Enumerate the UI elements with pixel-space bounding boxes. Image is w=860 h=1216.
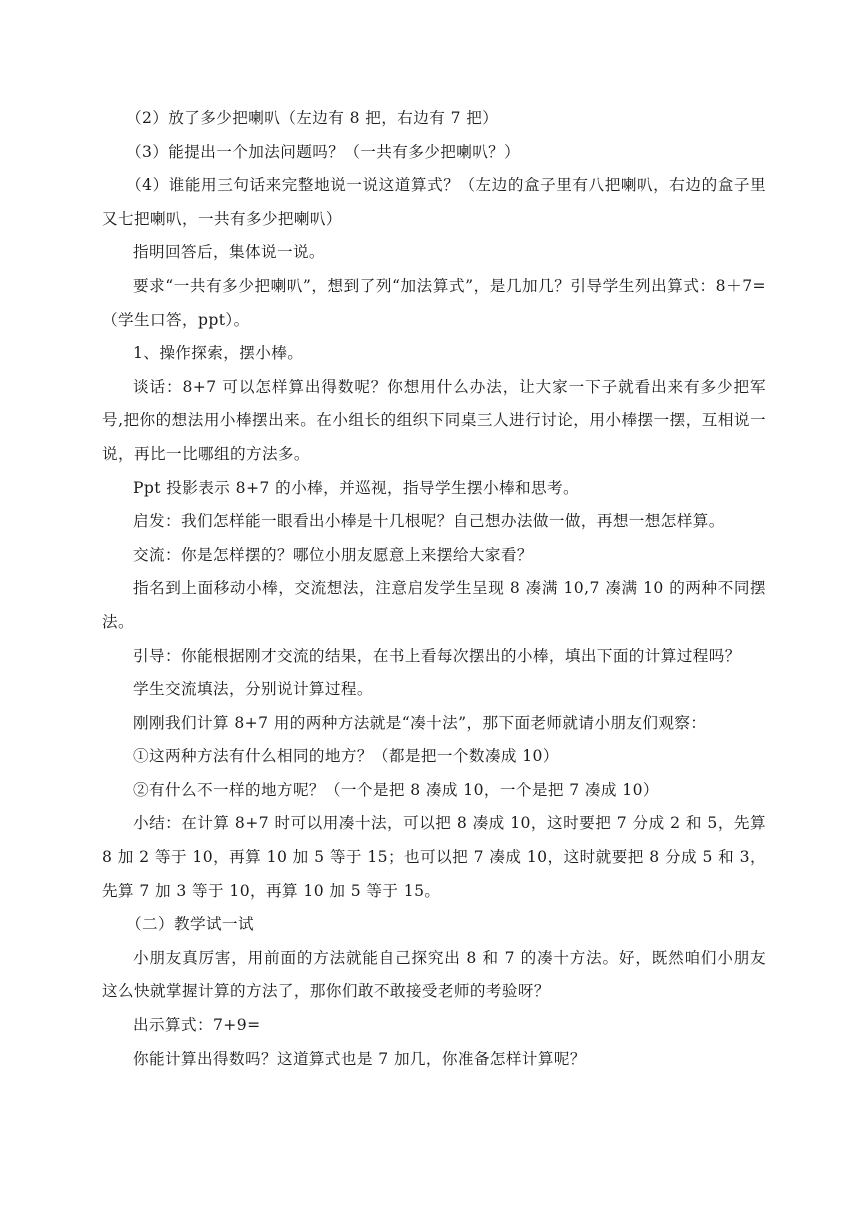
paragraph-guide: 引导：你能根据刚才交流的结果，在书上看每次摆出的小棒，填出下面的计算过程吗？ <box>133 646 741 665</box>
paragraph-same-point: ①这两种方法有什么相同的地方？（都是把一个数凑成 10） <box>133 747 559 766</box>
section-heading-try: （二）教学试一试 <box>126 915 254 934</box>
paragraph-step-1-heading: 1、操作探索，摆小棒。 <box>133 344 304 363</box>
paragraph-question-4: （4）谁能用三句话来完整地说一说这道算式？（左边的盒子里有八把喇叭，右边的盒子里又七把喇叭，一共有多少把喇叭） <box>102 176 766 228</box>
paragraph-discussion: 谈话：8+7 可以怎样算出得数呢？你想用什么办法，让大家一下子就看出来有多少把军号,把你的想法用小棒摆出来。在小组长的组织下同桌三人进行讨论，用小棒摆一摆，互相说一说，再比一比哪组的方法多。 <box>102 377 766 463</box>
paragraph-summary: 小结：在计算 8+7 时可以用凑十法，可以把 8 凑成 10，这时要把 7 分成 2 和 5，先算 8 加 2 等于 10，再算 10 加 5 等于 15；也可以把 7 凑成 10，这时就要把 8 分成 5 和 3，先算 7 加 3 等于 10，再算 10 加 5 等于 15。 <box>102 814 766 900</box>
paragraph-ppt-projection: Ppt 投影表示 8+7 的小棒，并巡视，指导学生摆小棒和思考。 <box>133 478 579 497</box>
paragraph-move-sticks: 指名到上面移动小棒，交流想法，注意启发学生呈现 8 凑满 10,7 凑满 10 的两种不同摆法。 <box>102 579 766 631</box>
paragraph-student-exchange: 学生交流填法，分别说计算过程。 <box>133 680 373 699</box>
paragraph-question-3: （3）能提出一个加法问题吗？（一共有多少把喇叭？） <box>126 142 521 161</box>
document-body <box>102 102 766 1076</box>
paragraph-difference: ②有什么不一样的地方呢？（一个是把 8 凑成 10，一个是把 7 凑成 10） <box>133 780 659 799</box>
paragraph-praise: 小朋友真厉害，用前面的方法就能自己探究出 8 和 7 的凑十方法。好，既然咱们小朋友这么快就掌握计算的方法了，那你们敢不敢接受老师的考验呀？ <box>102 948 766 1001</box>
paragraph-show-formula: 出示算式：7+9= <box>133 1016 261 1035</box>
paragraph-question-2: （2）放了多少把喇叭（左边有 8 把，右边有 7 把） <box>126 109 499 127</box>
paragraph-make-ten-method: 刚刚我们计算 8+7 用的两种方法就是“凑十法”，那下面老师就请小朋友们观察： <box>133 713 707 732</box>
paragraph-exchange: 交流：你是怎样摆的？哪位小朋友愿意上来摆给大家看？ <box>133 545 533 564</box>
paragraph-answer-together: 指明回答后，集体说一说。 <box>133 243 325 262</box>
paragraph-inspiration: 启发：我们怎样能一眼看出小棒是十几根呢？自己想办法做一做，再想一想怎样算。 <box>133 512 725 531</box>
paragraph-addition-formula: 要求“一共有多少把喇叭”，想到了列“加法算式”，是几加几？引导学生列出算式：8＋7=（学生口答，ppt）。 <box>102 276 766 329</box>
paragraph-calculate-question: 你能计算出得数吗？这道算式也是 7 加几，你准备怎样计算呢？ <box>133 1049 586 1068</box>
